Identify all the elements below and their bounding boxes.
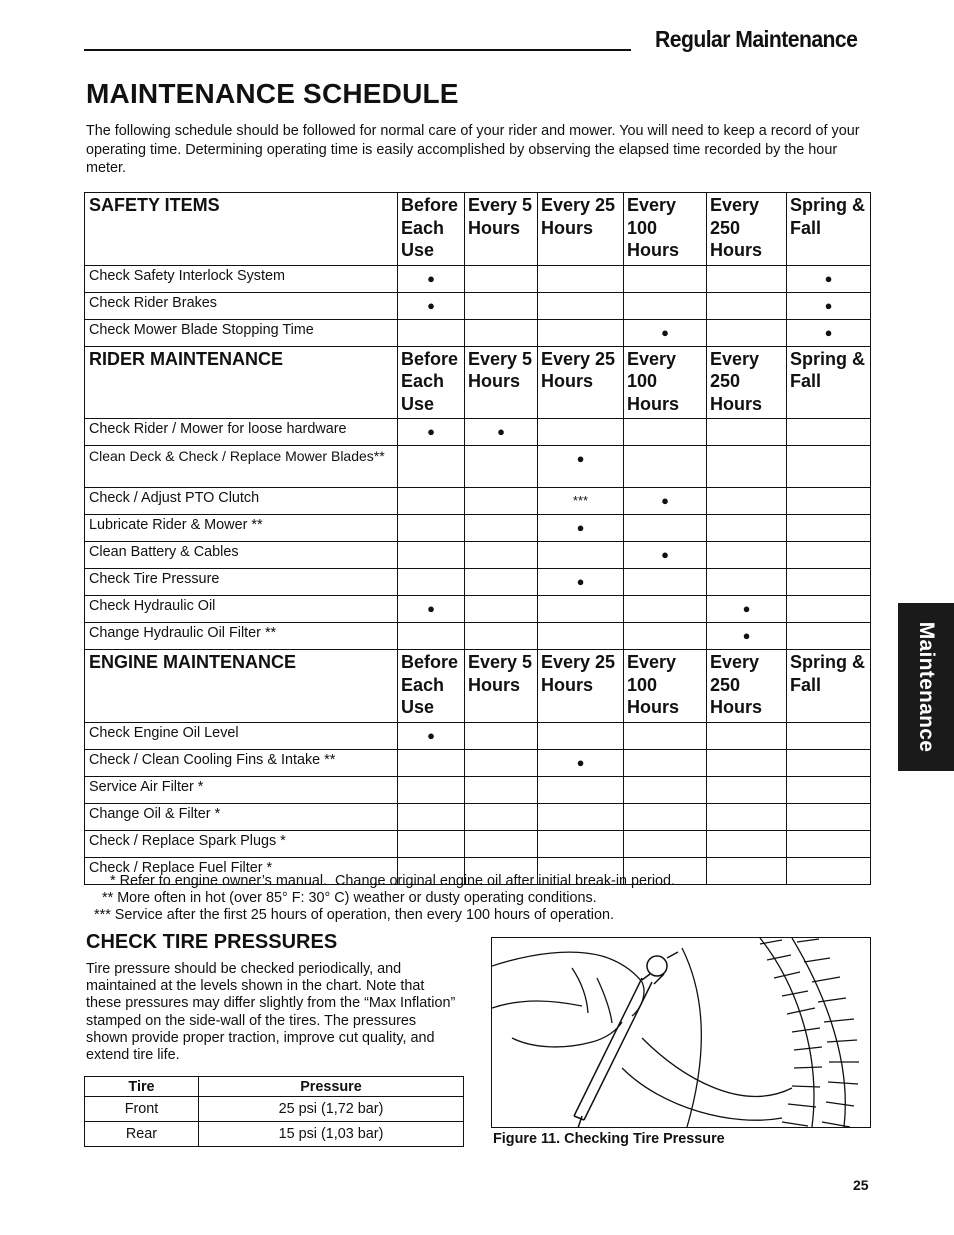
schedule-section-header xyxy=(85,650,871,723)
schedule-mark: ● xyxy=(465,419,538,446)
schedule-mark xyxy=(787,419,871,446)
schedule-mark: ● xyxy=(398,265,465,292)
section-heading: RIDER MAINTENANCE xyxy=(85,346,398,419)
interval-header: Spring & Fall xyxy=(787,193,871,266)
maintenance-schedule-table xyxy=(84,192,871,885)
schedule-mark: ● xyxy=(787,319,871,346)
task-label: Service Air Filter * xyxy=(85,776,398,803)
header-rule xyxy=(84,49,631,51)
schedule-mark: *** xyxy=(538,488,624,515)
schedule-mark xyxy=(538,542,624,569)
schedule-mark xyxy=(707,749,787,776)
schedule-mark xyxy=(624,803,707,830)
task-label: Check Mower Blade Stopping Time xyxy=(85,319,398,346)
footnote: ** More often in hot (over 85° F: 30° C) weather or dusty operating conditions. xyxy=(90,890,597,906)
task-label: Check / Clean Cooling Fins & Intake ** xyxy=(85,749,398,776)
schedule-mark xyxy=(538,419,624,446)
schedule-mark xyxy=(465,776,538,803)
table-row xyxy=(85,722,871,749)
table-row xyxy=(85,749,871,776)
tire-pressure-figure xyxy=(491,937,871,1128)
task-label: Check Hydraulic Oil xyxy=(85,596,398,623)
schedule-mark xyxy=(465,830,538,857)
schedule-mark xyxy=(707,569,787,596)
page-title: MAINTENANCE SCHEDULE xyxy=(86,78,459,109)
table-row xyxy=(85,803,871,830)
interval-header: Spring & Fall xyxy=(787,346,871,419)
table-row xyxy=(85,830,871,857)
tire-pressure-paragraph: Tire pressure should be checked periodically, and maintained at the levels shown in the chart. Note that these pressures may differ slightly from the “Max Inflation” stamped on the side-wall of the tires. The pressures shown provide proper traction, improve cut quality, and extend tire life. xyxy=(86,961,456,1064)
schedule-mark xyxy=(624,569,707,596)
schedule-mark: ● xyxy=(538,515,624,542)
schedule-mark xyxy=(707,419,787,446)
schedule-mark: ● xyxy=(538,749,624,776)
schedule-mark xyxy=(707,292,787,319)
schedule-mark xyxy=(398,446,465,488)
schedule-mark xyxy=(624,292,707,319)
footnote: *** Service after the first 25 hours of operation, then every 100 hours of operation. xyxy=(90,907,614,923)
interval-header: Every 250 Hours xyxy=(707,193,787,266)
schedule-mark xyxy=(398,803,465,830)
schedule-mark xyxy=(538,292,624,319)
schedule-mark xyxy=(398,488,465,515)
schedule-mark xyxy=(707,488,787,515)
schedule-mark xyxy=(465,319,538,346)
schedule-mark xyxy=(624,265,707,292)
task-label: Check Rider / Mower for loose hardware xyxy=(85,419,398,446)
schedule-mark xyxy=(624,596,707,623)
schedule-mark xyxy=(465,265,538,292)
schedule-mark xyxy=(465,515,538,542)
schedule-mark xyxy=(465,596,538,623)
table-row xyxy=(85,542,871,569)
schedule-mark xyxy=(787,623,871,650)
table-cell: Front xyxy=(85,1097,199,1122)
table-row xyxy=(85,265,871,292)
schedule-mark: ● xyxy=(538,569,624,596)
schedule-mark xyxy=(538,319,624,346)
schedule-mark xyxy=(538,265,624,292)
schedule-mark xyxy=(538,776,624,803)
table-cell: 25 psi (1,72 bar) xyxy=(199,1097,464,1122)
schedule-mark xyxy=(398,569,465,596)
maintenance-side-tab xyxy=(898,603,954,771)
table-row xyxy=(85,569,871,596)
task-label: Check / Adjust PTO Clutch xyxy=(85,488,398,515)
footnote: * Refer to engine owner’s manual. Change original engine oil after initial break-in period. xyxy=(90,873,676,889)
section-heading: SAFETY ITEMS xyxy=(85,193,398,266)
intro-paragraph: The following schedule should be followed for normal care of your rider and mower. You will need to keep a record of your operating time. Determining operating time is easily accomplished by observing the elapsed time recorded by the hour meter. xyxy=(86,123,860,176)
schedule-mark xyxy=(707,803,787,830)
task-label: Change Hydraulic Oil Filter ** xyxy=(85,623,398,650)
schedule-mark xyxy=(707,776,787,803)
side-tab-label: Maintenance xyxy=(915,621,938,753)
schedule-mark xyxy=(787,542,871,569)
schedule-mark xyxy=(787,857,871,884)
schedule-mark xyxy=(465,623,538,650)
schedule-mark: ● xyxy=(787,265,871,292)
table-row xyxy=(85,596,871,623)
schedule-mark xyxy=(624,623,707,650)
task-label: Clean Deck & Check / Replace Mower Blades** xyxy=(85,446,398,488)
interval-header: Every 25 Hours xyxy=(538,346,624,419)
schedule-mark xyxy=(538,803,624,830)
table-row xyxy=(85,776,871,803)
schedule-mark xyxy=(465,488,538,515)
schedule-mark xyxy=(465,722,538,749)
interval-header: Before Each Use xyxy=(398,193,465,266)
schedule-mark xyxy=(465,749,538,776)
schedule-mark xyxy=(624,722,707,749)
schedule-mark xyxy=(538,722,624,749)
table-row xyxy=(85,419,871,446)
table-cell: 15 psi (1,03 bar) xyxy=(199,1122,464,1147)
table-row xyxy=(85,446,871,488)
schedule-mark xyxy=(787,776,871,803)
interval-header: Every 100 Hours xyxy=(624,193,707,266)
schedule-mark: ● xyxy=(538,446,624,488)
schedule-mark xyxy=(465,542,538,569)
table-row xyxy=(85,488,871,515)
schedule-mark xyxy=(787,446,871,488)
interval-header: Every 5 Hours xyxy=(465,193,538,266)
schedule-mark xyxy=(624,776,707,803)
schedule-mark xyxy=(398,542,465,569)
table-row xyxy=(85,623,871,650)
schedule-mark xyxy=(538,830,624,857)
schedule-mark: ● xyxy=(707,623,787,650)
schedule-mark: ● xyxy=(707,596,787,623)
schedule-mark xyxy=(538,623,624,650)
schedule-mark xyxy=(465,446,538,488)
schedule-mark xyxy=(398,776,465,803)
schedule-mark xyxy=(624,515,707,542)
section-header: Regular Maintenance xyxy=(655,26,858,52)
schedule-mark xyxy=(398,830,465,857)
table-row xyxy=(85,319,871,346)
schedule-mark xyxy=(787,569,871,596)
schedule-mark xyxy=(465,803,538,830)
task-label: Check Safety Interlock System xyxy=(85,265,398,292)
schedule-mark xyxy=(707,830,787,857)
task-label: Check Engine Oil Level xyxy=(85,722,398,749)
task-label: Check Tire Pressure xyxy=(85,569,398,596)
interval-header: Every 100 Hours xyxy=(624,346,707,419)
interval-header: Every 250 Hours xyxy=(707,346,787,419)
table-header-row xyxy=(85,1077,464,1097)
schedule-mark: ● xyxy=(398,596,465,623)
schedule-mark xyxy=(707,542,787,569)
schedule-mark xyxy=(787,722,871,749)
table-cell: Rear xyxy=(85,1122,199,1147)
schedule-section-header xyxy=(85,346,871,419)
table-row xyxy=(85,1122,464,1147)
schedule-mark xyxy=(787,488,871,515)
interval-header: Before Each Use xyxy=(398,346,465,419)
table-row xyxy=(85,1097,464,1122)
task-label: Check Rider Brakes xyxy=(85,292,398,319)
schedule-mark: ● xyxy=(398,419,465,446)
interval-header: Every 100 Hours xyxy=(624,650,707,723)
interval-header: Every 250 Hours xyxy=(707,650,787,723)
schedule-mark xyxy=(707,265,787,292)
interval-header: Every 5 Hours xyxy=(465,346,538,419)
section-heading: ENGINE MAINTENANCE xyxy=(85,650,398,723)
interval-header: Every 25 Hours xyxy=(538,650,624,723)
tire-pressure-heading: CHECK TIRE PRESSURES xyxy=(86,931,338,953)
task-label: Check / Replace Fuel Filter * xyxy=(85,857,398,884)
tire-pressure-table xyxy=(84,1076,464,1147)
schedule-mark xyxy=(787,515,871,542)
schedule-mark xyxy=(707,515,787,542)
schedule-mark xyxy=(624,446,707,488)
table-row xyxy=(85,292,871,319)
schedule-mark: ● xyxy=(624,542,707,569)
interval-header: Every 5 Hours xyxy=(465,650,538,723)
interval-header: Every 25 Hours xyxy=(538,193,624,266)
interval-header: Spring & Fall xyxy=(787,650,871,723)
schedule-mark xyxy=(707,446,787,488)
schedule-mark xyxy=(465,292,538,319)
schedule-mark: ● xyxy=(787,292,871,319)
tire-gauge-illustration xyxy=(492,938,870,1127)
task-label: Clean Battery & Cables xyxy=(85,542,398,569)
schedule-mark xyxy=(787,596,871,623)
schedule-mark xyxy=(398,749,465,776)
schedule-mark xyxy=(398,515,465,542)
schedule-mark: ● xyxy=(624,319,707,346)
schedule-mark xyxy=(624,830,707,857)
schedule-mark: ● xyxy=(398,722,465,749)
figure-caption: Figure 11. Checking Tire Pressure xyxy=(493,1131,725,1147)
schedule-mark xyxy=(398,319,465,346)
interval-header: Before Each Use xyxy=(398,650,465,723)
schedule-mark xyxy=(707,722,787,749)
schedule-mark xyxy=(787,803,871,830)
schedule-mark: ● xyxy=(398,292,465,319)
table-header-cell: Tire xyxy=(85,1077,199,1097)
schedule-mark xyxy=(538,596,624,623)
schedule-mark xyxy=(787,749,871,776)
footnotes xyxy=(90,873,790,924)
schedule-mark xyxy=(707,319,787,346)
schedule-mark xyxy=(624,419,707,446)
schedule-mark xyxy=(787,830,871,857)
schedule-mark xyxy=(624,749,707,776)
schedule-mark xyxy=(465,569,538,596)
task-label: Lubricate Rider & Mower ** xyxy=(85,515,398,542)
schedule-mark: ● xyxy=(624,488,707,515)
schedule-section-header xyxy=(85,193,871,266)
table-row xyxy=(85,515,871,542)
page-number: 25 xyxy=(853,1177,869,1193)
schedule-mark xyxy=(398,623,465,650)
task-label: Change Oil & Filter * xyxy=(85,803,398,830)
task-label: Check / Replace Spark Plugs * xyxy=(85,830,398,857)
table-header-cell: Pressure xyxy=(199,1077,464,1097)
